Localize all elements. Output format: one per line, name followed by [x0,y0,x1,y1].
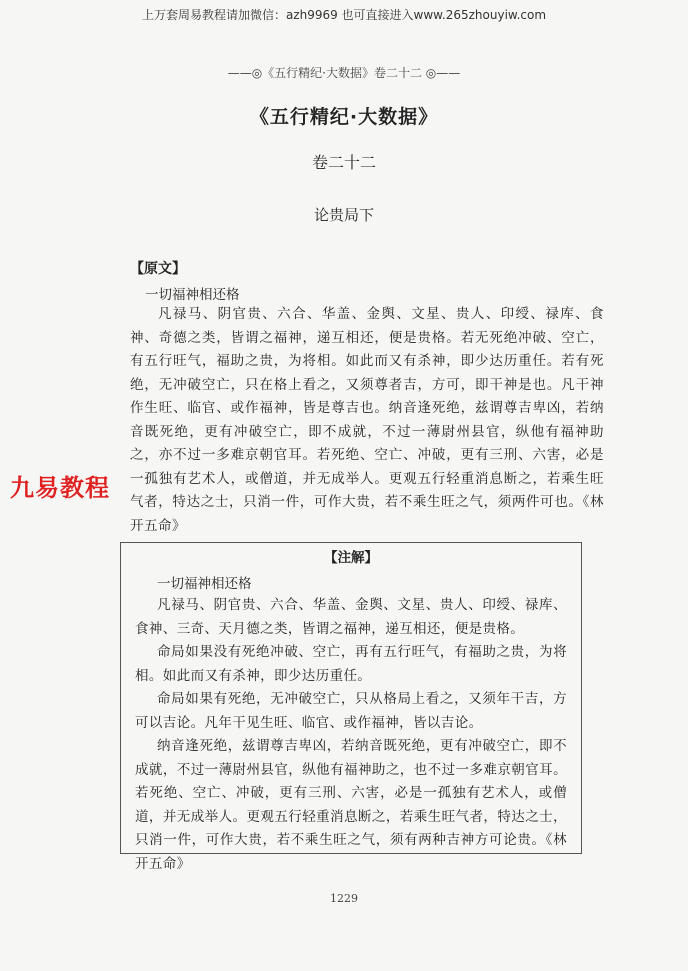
watermark-text: 九易教程 [10,474,110,502]
annotation-paragraph: 凡禄马、阴官贵、六合、华盖、金舆、文星、贵人、印绶、禄库、食神、三奇、天月德之类，皆谓之福神，递互相还，便是贵格。 [135,597,567,637]
annotation-paragraph: 纳音逢死绝，兹谓尊吉卑凶，若纳音既死绝，更有冲破空亡，即不成就，不过一薄尉州县官，纵他有福神助之，也不过一多难京朝官耳。若死绝、空亡、冲破，更有三刑、六害，必是一孤独有艺术人，或僧道，并无成举人。更观五行轻重消息断之，若乘生旺气者，特达之士，只消一件，可作大贵，若不乘生旺之气，须有两种吉神方可论贵。《林开五命》 [135,738,567,872]
annotation-paragraph: 命局如果有死绝，无冲破空亡，只从格局上看之，又须年干吉，方可以吉论。凡年干见生旺、临官、或作福神，皆以吉论。 [135,691,567,731]
book-title: 《五行精纪·大数据》 [249,106,439,128]
volume-heading: 卷二十二 [311,153,376,172]
page-number: 1229 [330,892,358,905]
annotation-subtitle: 一切福神相还格 [157,576,252,592]
chapter-heading: 论贵局下 [313,206,374,224]
top-note: 上万套周易教程请加微信：azh9969 也可直接进入www.265zhouyiw.com [141,8,547,22]
original-body: 凡禄马、阴官贵、六合、华盖、金舆、文星、贵人、印绶、禄库、食神、奇德之类，皆谓之福神，递互相还，便是贵格。若无死绝冲破、空亡，有五行旺气，福助之贵，为将相。如此而又有杀神，即少达历重任。若有死绝，无冲破空亡，只在格上看之，又须尊者吉，方可，即干神是也。凡干神作生旺、临官、或作福神，皆是尊吉也。纳音逢死绝，兹谓尊吉卑凶，若纳音既死绝，更有冲破空亡，即不成就，不过一薄尉州县官，纵他有福神助之，亦不过一多难京朝官耳。若死绝、空亡、冲破，更有三刑、六害，必是一孤独有艺术人，或僧道，并无成举人。更观五行轻重消息断之，若乘生旺气者，特达之士，只消一件，可作大贵，若不乘生旺之气，须两件可也。《林开五命》 [130,306,604,534]
annotation-paragraph: 命局如果没有死绝冲破、空亡，再有五行旺气，有福助之贵，为将相。如此而又有杀神，即少达历重任。 [135,644,567,684]
annotation-label: 【注解】 [324,550,378,566]
original-text-label: 【原文】 [130,261,186,277]
running-head: ——◎《五行精纪·大数据》卷二十二 ◎—— [227,66,461,80]
annotation-box [120,542,582,872]
original-subtitle: 一切福神相还格 [145,287,240,303]
